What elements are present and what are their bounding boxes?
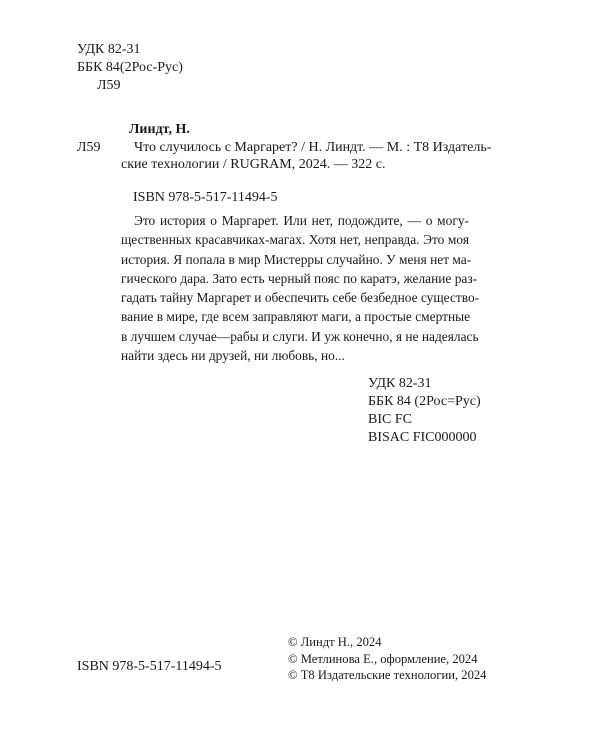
annotation-line: в лучшем случае—рабы и слуги. И уж конечно, я не надеялась (121, 328, 479, 344)
top-author-mark: Л59 (97, 78, 121, 93)
classification-bic: BIC FC (368, 412, 412, 427)
copyright-line: © Т8 Издательские технологии, 2024 (288, 668, 487, 683)
classification-bbk: ББК 84 (2Рос=Рус) (368, 394, 481, 409)
copyright-block (288, 634, 486, 684)
top-udk: УДК 82-31 (77, 42, 141, 57)
author-heading: Линдт, Н. (129, 122, 190, 137)
bibliographic-line-1: Что случилось с Маргарет? / Н. Линдт. — М. : Т8 Издатель- (134, 140, 492, 155)
annotation (121, 211, 480, 365)
annotation-line: гического дара. Зато есть черный пояс по каратэ, желание раз- (121, 270, 478, 286)
classification-bisac: BISAC FIC000000 (368, 430, 477, 445)
annotation-line: история. Я попала в мир Мистерры случайно. У меня нет ма- (121, 251, 472, 267)
classification-block (368, 375, 481, 447)
annotation-line: найти здесь ни друзей, ни любовь, но... (121, 348, 345, 364)
bibliographic-line-2: ские технологии / RUGRAM, 2024. — 322 с. (121, 157, 386, 172)
author-mark: Л59 (77, 140, 101, 155)
copyright-line: © Линдт Н., 2024 (288, 635, 382, 649)
isbn-main: ISBN 978-5-517-11494-5 (133, 190, 278, 205)
copyright-line: © Метлинова Е., оформление, 2024 (288, 651, 478, 666)
top-bbk: ББК 84(2Рос-Рус) (77, 60, 183, 75)
classification-udk: УДК 82-31 (368, 376, 432, 391)
annotation-line: Это история о Маргарет. Или нет, подождите, — о могу- (134, 213, 469, 228)
annotation-line: вание в мире, где всем заправляют маги, а простые смертные (121, 309, 471, 325)
annotation-line: гадать тайну Маргарет и обеспечить себе безбедное существо- (121, 290, 480, 306)
annotation-line: щественных красавчиках-магах. Хотя нет, неправда. Это моя (121, 232, 469, 248)
isbn-bottom: ISBN 978-5-517-11494-5 (77, 659, 222, 674)
